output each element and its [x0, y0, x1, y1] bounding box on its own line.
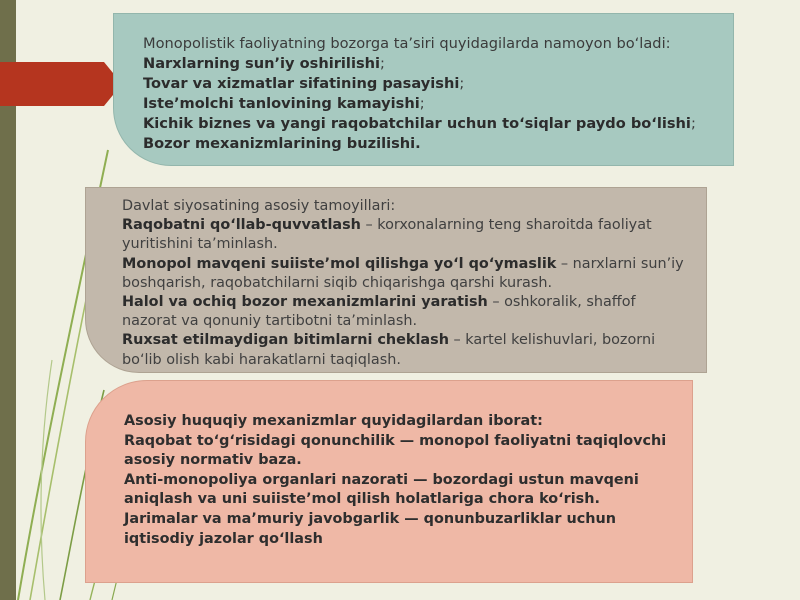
- list-item: Monopol mavqeni suiiste’mol qilishga yo‘l qo‘ymaslik – narxlarni sun’iy boshqarish, raqobatchilarni siqib chiqarishga qarshi kurash.: [122, 255, 684, 291]
- list-item: Bozor mexanizmlarining buzilishi.: [143, 135, 421, 152]
- list-item: Narxlarning sun’iy oshirilishi;: [143, 55, 385, 72]
- list-item: Kichik biznes va yangi raqobatchilar uchun to‘siqlar paydo bo‘lishi;: [143, 115, 696, 132]
- policy-principles-intro: Davlat siyosatining asosiy tamoyillari:: [122, 198, 396, 214]
- list-item: Iste’molchi tanlovining kamayishi;: [143, 95, 425, 112]
- monopoly-impact-box: [113, 13, 734, 166]
- monopoly-impact-intro: Monopolistik faoliyatning bozorga ta’siri quyidagilarda namoyon bo‘ladi:: [143, 35, 671, 52]
- red-arrow-tab: [0, 62, 122, 106]
- list-item: Raqobatni qo‘llab-quvvatlash – korxonalarning teng sharoitda faoliyat yuritishini ta’minlash.: [122, 217, 652, 253]
- legal-mechanisms-box: [85, 380, 693, 583]
- list-item: Jarimalar va ma’muriy javobgarlik — qonunbuzarliklar uchun iqtisodiy jazolar qo‘llash: [124, 510, 617, 547]
- list-item: Halol va ochiq bozor mexanizmlarini yaratish – oshkoralik, shaffof nazorat va qonuniy tartibotni ta’minlash.: [122, 294, 636, 330]
- legal-mechanisms-intro: Asosiy huquqiy mexanizmlar quyidagilardan iborat:: [124, 413, 543, 429]
- list-item: Raqobat to‘g‘risidagi qonunchilik — monopol faoliyatni taqiqlovchi asosiy normativ baza.: [124, 432, 667, 469]
- list-item: Ruxsat etilmaydigan bitimlarni cheklash – kartel kelishuvlari, bozorni bo‘lib olish kabi harakatlarni taqiqlash.: [122, 332, 656, 368]
- list-item: Tovar va xizmatlar sifatining pasayishi;: [143, 75, 465, 92]
- list-item: Anti-monopoliya organlari nazorati — bozordagi ustun mavqeni aniqlash va uni suiiste’mol qilish holatlariga chora ko‘rish.: [124, 471, 639, 508]
- policy-principles-box: [85, 187, 707, 373]
